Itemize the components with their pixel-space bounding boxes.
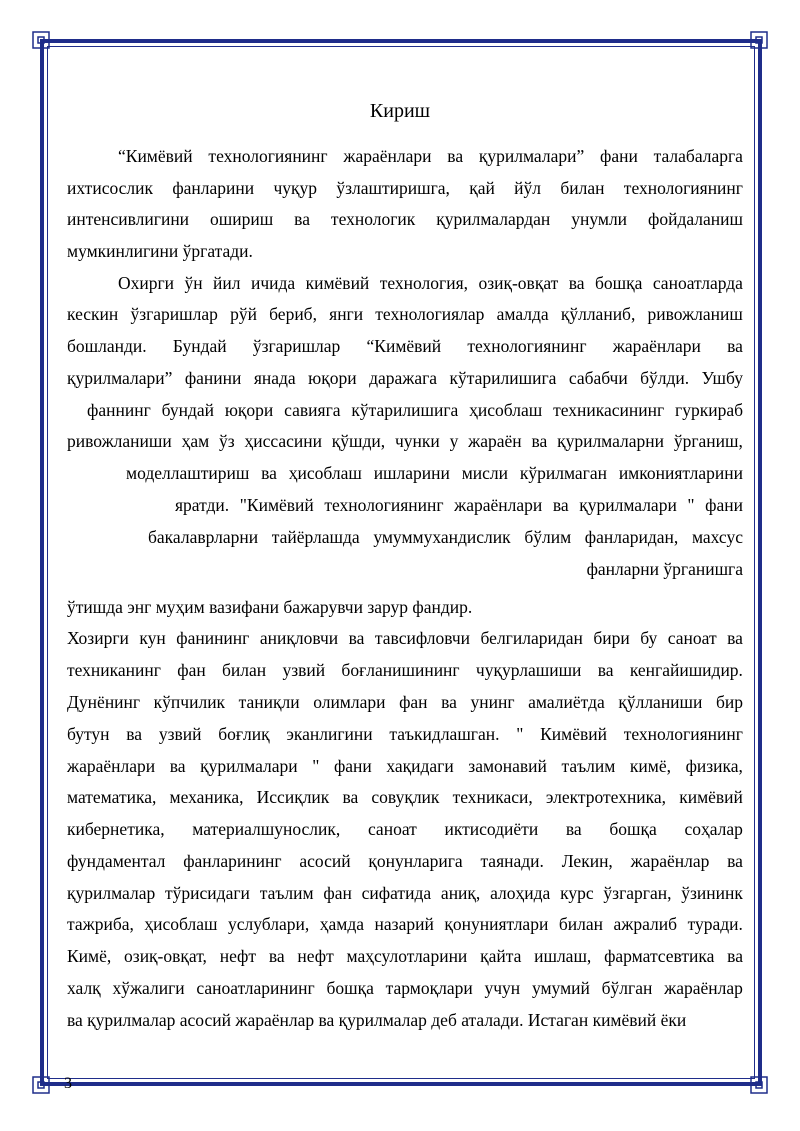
word: қурилмалари: [200, 756, 298, 776]
text-line: мумкинлигини ўргатади.: [67, 241, 253, 261]
word: юқори: [224, 400, 274, 420]
text-line: [126, 461, 743, 485]
word: қурилмалари: [579, 495, 677, 515]
word: ҳам: [181, 431, 210, 451]
text-line: [67, 722, 743, 746]
word: саноат: [367, 819, 417, 839]
word: гуркираб: [675, 400, 743, 420]
word: эканлигини: [286, 724, 373, 744]
word: фани: [333, 756, 372, 776]
word: озиқ-овқат: [478, 273, 559, 293]
word: жараёнлар: [664, 978, 743, 998]
word: материалшунослик,: [192, 819, 341, 839]
word: ўзгаришлар: [130, 304, 218, 324]
word: бошқа: [594, 273, 643, 293]
word: технологиянинг: [623, 724, 743, 744]
corner-ornament-icon: [750, 1076, 768, 1094]
word: боғлиқ: [218, 724, 270, 744]
word: аниқ,: [440, 883, 481, 903]
word: бўлган: [601, 978, 653, 998]
word: қўшди,: [331, 431, 386, 451]
text-line: [67, 944, 743, 968]
word: бу: [640, 628, 658, 648]
word: фанларини: [172, 178, 255, 198]
word: савияга: [284, 400, 341, 420]
word: ихтисослик: [67, 178, 154, 198]
word: даражага: [369, 368, 438, 388]
word: ошириш: [210, 209, 274, 229]
word: фанларидан,: [584, 527, 679, 547]
text-line: [67, 334, 743, 358]
word: хўжалиги: [112, 978, 185, 998]
word: жараёнлари: [67, 756, 156, 776]
word: таянади.: [480, 851, 544, 871]
word: қурилмалари”: [67, 368, 173, 388]
word: жараён: [468, 431, 522, 451]
word: Дунёнинг: [67, 692, 141, 712]
word: технологиянинг: [467, 336, 587, 356]
word: бўлим: [524, 527, 572, 547]
word: ўзгаришлар: [252, 336, 341, 356]
word: технологиянинг: [208, 146, 328, 166]
word: кескин: [67, 304, 119, 324]
word: ишларини: [373, 463, 450, 483]
word: унумли: [571, 209, 628, 229]
word: ": [516, 724, 524, 744]
word: туради.: [687, 914, 743, 934]
word: фойдаланиш: [648, 209, 743, 229]
word: ва: [565, 819, 582, 839]
word: ва: [552, 495, 569, 515]
word: узвий: [158, 724, 202, 744]
text-line: [67, 207, 743, 231]
word: технология,: [379, 273, 469, 293]
text-line: [67, 817, 743, 841]
word: саноат: [667, 628, 717, 648]
word: кибернетика,: [67, 819, 165, 839]
text-line: [67, 849, 743, 873]
word: электротехника,: [545, 787, 667, 807]
word: кўпчилик: [153, 692, 226, 712]
word: озиқ-овқат,: [124, 946, 207, 966]
word: яратди.: [175, 495, 230, 515]
word: ": [687, 495, 695, 515]
word: ўрганиш,: [673, 431, 743, 451]
word: белгиларидан: [480, 628, 583, 648]
word: ва: [727, 851, 743, 871]
word: жараёнлари: [454, 495, 543, 515]
page-number: 3: [64, 1075, 72, 1092]
word: чунки: [394, 431, 440, 451]
word: олимлари: [313, 692, 386, 712]
word: юқори: [308, 368, 357, 388]
word: ҳамда: [319, 914, 365, 934]
word: тажриба,: [67, 914, 134, 934]
text-line: [67, 366, 743, 390]
word: қўлланиши: [618, 692, 703, 712]
word: амалиётда: [528, 692, 605, 712]
word: ажралиб: [613, 914, 678, 934]
word: ҳисоблаш: [288, 463, 362, 483]
word: учун: [484, 978, 521, 998]
word: ва: [169, 756, 186, 776]
word: мисли: [461, 463, 509, 483]
word: жараёнлари: [343, 146, 432, 166]
word: тўрисидаги: [165, 883, 250, 903]
word: технологиялар: [375, 304, 485, 324]
word: таълим: [561, 756, 616, 776]
word: иктисодиёти: [444, 819, 539, 839]
word: соҳалар: [684, 819, 743, 839]
word: ": [312, 756, 320, 776]
word: ва: [294, 209, 310, 229]
word: совуқлик: [371, 787, 440, 807]
word: бошқа: [326, 978, 374, 998]
word: қай: [469, 178, 495, 198]
word: фан: [323, 883, 352, 903]
word: кенгайишидир.: [629, 660, 743, 680]
word: назарий: [374, 914, 434, 934]
word: ва: [597, 660, 614, 680]
word: халқ: [67, 978, 101, 998]
text-line: [67, 976, 743, 1000]
word: сифатида: [361, 883, 432, 903]
word: қурилмалардан: [436, 209, 551, 229]
word: курс: [560, 883, 594, 903]
word: фанларининг: [183, 851, 282, 871]
text-line: [175, 493, 743, 517]
word: ўзлаштиришга,: [336, 178, 450, 198]
word: саноатларининг: [196, 978, 315, 998]
word: кўтарилишига: [351, 400, 459, 420]
word: кун: [139, 628, 166, 648]
text-line: ўтишда энг муҳим вазифани бажарувчи зарур фандир.: [67, 597, 473, 617]
word: янада: [253, 368, 296, 388]
word: чуқур: [273, 178, 318, 198]
corner-ornament-icon: [32, 31, 50, 49]
word: қурилмалар: [67, 883, 156, 903]
word: умумий: [531, 978, 590, 998]
word: имкониятларини: [618, 463, 743, 483]
word: ва: [268, 946, 285, 966]
word: Охирги: [118, 273, 175, 293]
word: саноатларда: [652, 273, 743, 293]
word: Бундай: [172, 336, 227, 356]
word: бакалаврларни: [148, 527, 259, 547]
word: жараёнлари: [612, 336, 701, 356]
word: физика,: [685, 756, 743, 776]
word: математика,: [67, 787, 157, 807]
word: Кимёвий: [540, 724, 607, 744]
word: моделлаштириш: [126, 463, 250, 483]
word: ва: [342, 787, 359, 807]
word: кимёвий: [679, 787, 743, 807]
word: ривожланиш: [647, 304, 743, 324]
word: фан: [399, 692, 428, 712]
word: қўлланиб,: [560, 304, 636, 324]
word: бериб,: [269, 304, 317, 324]
word: услублари,: [228, 914, 310, 934]
text-line: [67, 881, 743, 905]
word: ва: [727, 946, 743, 966]
word: ичида: [250, 273, 296, 293]
word: ҳисоблаш: [144, 914, 218, 934]
word: бундай: [161, 400, 214, 420]
word: технологиянинг: [623, 178, 743, 198]
word: билан: [560, 178, 605, 198]
word: йил: [213, 273, 241, 293]
word: ҳиссасини: [244, 431, 322, 451]
word: ва: [348, 628, 365, 648]
word: фани: [600, 146, 638, 166]
word: фан: [177, 660, 206, 680]
corner-ornament-icon: [32, 1076, 50, 1094]
word: хақидаги: [386, 756, 454, 776]
word: бири: [593, 628, 630, 648]
word: тайёрлашда: [271, 527, 360, 547]
word: махсус: [691, 527, 743, 547]
word: қурилмалари”: [478, 146, 585, 166]
word: қайта: [480, 946, 522, 966]
word: ва: [568, 273, 585, 293]
word: фундаментал: [67, 851, 166, 871]
text-line: [148, 525, 743, 549]
word: Ушбу: [701, 368, 743, 388]
word: узвий: [282, 660, 326, 680]
corner-ornament-icon: [750, 31, 768, 49]
word: Иссиқлик: [256, 787, 330, 807]
word: ва: [447, 146, 464, 166]
word: таниқли: [238, 692, 300, 712]
word: асосий: [299, 851, 351, 871]
page-title: Кириш: [369, 100, 431, 122]
word: ўзининк: [681, 883, 743, 903]
word: “Кимёвий: [366, 336, 442, 356]
word: Хозирги: [67, 628, 129, 648]
word: ривожланиши: [67, 431, 172, 451]
word: рўй: [230, 304, 257, 324]
word: интенсивлигини: [67, 209, 190, 229]
text-line: [67, 785, 743, 809]
text-line: [67, 658, 743, 682]
word: "Кимёвий: [239, 495, 314, 515]
word: кўтарилишига: [449, 368, 557, 388]
word: фанининг: [176, 628, 250, 648]
word: бошқа: [609, 819, 657, 839]
word: талабаларга: [653, 146, 743, 166]
word: кимёвий: [305, 273, 370, 293]
word: тармоқлари: [385, 978, 473, 998]
word: механика,: [169, 787, 244, 807]
text-line: фанларни ўрганишга: [586, 559, 743, 579]
word: жараёнлар: [630, 851, 710, 871]
word: фарматсевтика: [604, 946, 715, 966]
word: амалда: [496, 304, 549, 324]
text-line: [67, 429, 743, 453]
text-line: [67, 690, 743, 714]
word: ўзгарган,: [603, 883, 672, 903]
text-line: [67, 626, 743, 650]
word: таълим: [259, 883, 314, 903]
word: йўл: [514, 178, 542, 198]
word: ва: [261, 463, 277, 483]
word: Кимё,: [67, 946, 112, 966]
text-line: [67, 754, 743, 778]
word: нефт: [219, 946, 257, 966]
word: фани: [705, 495, 743, 515]
word: ўз: [218, 431, 235, 451]
word: кўрилмаган: [519, 463, 607, 483]
text-line: ва қурилмалар асосий жараёнлар ва қурилмалар деб аталади. Истаган кимёвий ёки: [67, 1010, 687, 1030]
word: бутун: [67, 724, 110, 744]
word: ишлаш,: [534, 946, 592, 966]
word: ва: [727, 336, 743, 356]
word: сабабчи: [568, 368, 628, 388]
word: қонунларига: [368, 851, 463, 871]
word: чуқурлашиши: [475, 660, 582, 680]
word: технологик: [330, 209, 416, 229]
word: бошланди.: [67, 336, 147, 356]
word: техниканинг: [67, 660, 161, 680]
word: қурилмаларни: [557, 431, 665, 451]
word: замонавий: [468, 756, 547, 776]
word: ўн: [184, 273, 203, 293]
word: қонуниятлари: [444, 914, 549, 934]
word: таъкидлашган.: [389, 724, 500, 744]
word: ва: [727, 628, 743, 648]
word: Лекин,: [561, 851, 613, 871]
word: фанини: [184, 368, 242, 388]
word: алоҳида: [490, 883, 551, 903]
word: умуммухандислик: [373, 527, 511, 547]
word: техникасининг: [553, 400, 665, 420]
word: кимё,: [629, 756, 671, 776]
word: ҳисоблаш: [469, 400, 543, 420]
word: аниқловчи: [259, 628, 339, 648]
word: билан: [558, 914, 603, 934]
text-line: [87, 398, 743, 422]
word: нефт: [297, 946, 334, 966]
text-line: [67, 176, 743, 200]
word: билан: [222, 660, 267, 680]
word: тавсифловчи: [374, 628, 470, 648]
word: ва: [126, 724, 143, 744]
word: бўлди.: [640, 368, 690, 388]
word: боғланишининг: [341, 660, 460, 680]
word: техникаси,: [452, 787, 533, 807]
text-line: [118, 144, 743, 168]
word: янги: [329, 304, 364, 324]
word: “Кимёвий: [118, 146, 193, 166]
word: маҳсулотларини: [346, 946, 468, 966]
text-line: [67, 302, 743, 326]
word: технологиянинг: [324, 495, 444, 515]
text-line: [67, 912, 743, 936]
word: бир: [715, 692, 743, 712]
text-line: [118, 271, 743, 295]
word: у: [449, 431, 459, 451]
word: ва: [441, 692, 457, 712]
word: фаннинг: [87, 400, 151, 420]
word: ва: [531, 431, 548, 451]
word: унинг: [470, 692, 515, 712]
